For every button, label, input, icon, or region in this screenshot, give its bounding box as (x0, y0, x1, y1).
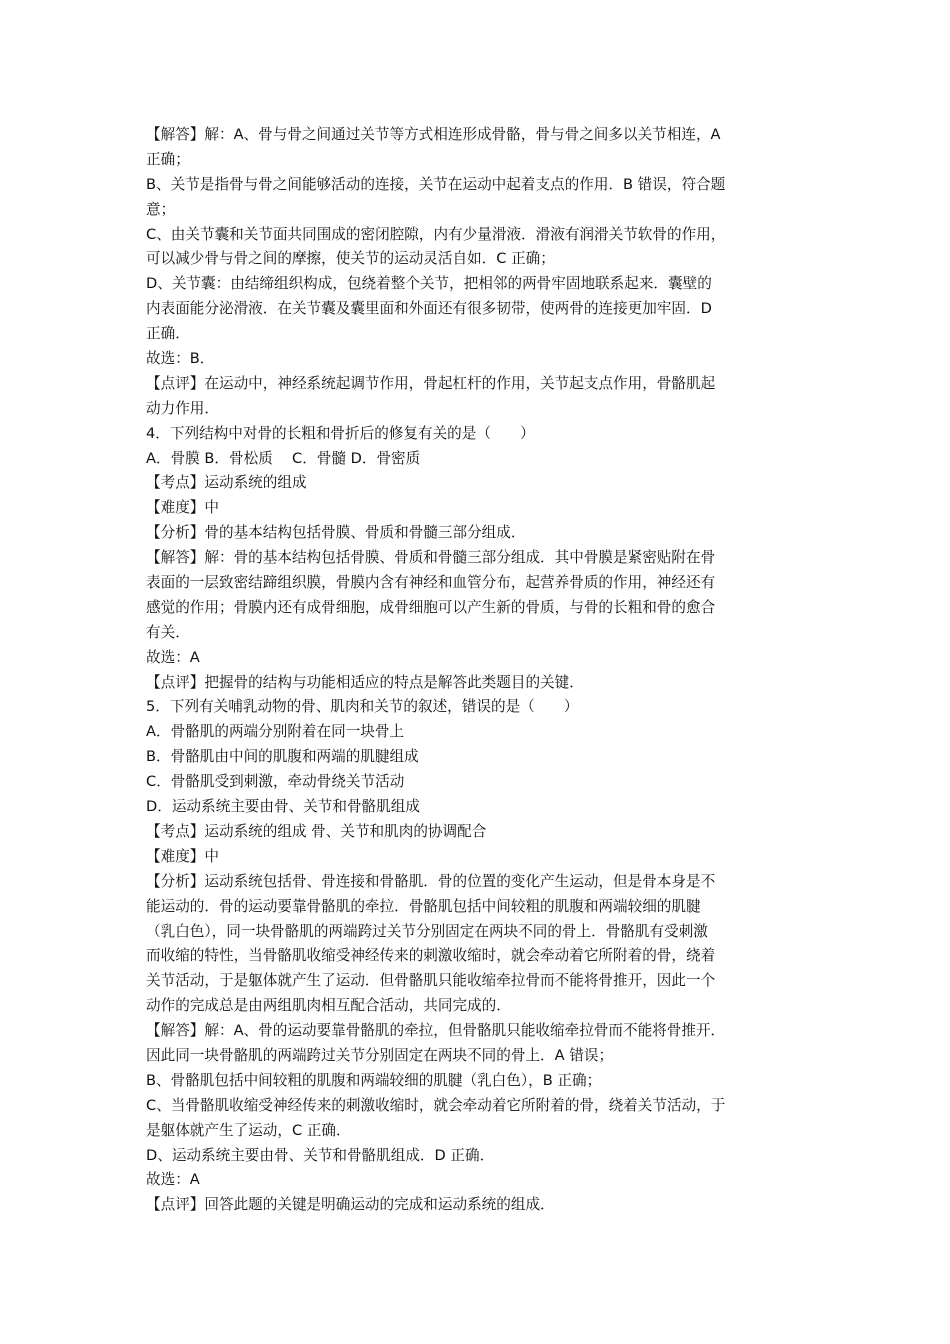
text-line: 动力作用． (146, 399, 219, 417)
text-line: 【点评】把握骨的结构与功能相适应的特点是解答此类题目的关键． (146, 673, 584, 691)
text-line: 因此同一块骨骼肌的两端跨过关节分别固定在两块不同的骨上．A 错误； (146, 1046, 614, 1064)
text-line: 【难度】中 (146, 499, 219, 517)
text-line: 表面的一层致密结蹄组织膜，骨膜内含有神经和血管分布，起营养骨质的作用，神经还有 (146, 574, 716, 592)
text-line: C、由关节囊和关节面共同围成的密闭腔隙，内有少量滑液．滑液有润滑关节软骨的作用， (146, 225, 726, 243)
text-line: 正确； (146, 150, 190, 168)
text-line: 故选：B． (146, 350, 215, 368)
text-line: D、关节囊：由结缔组织构成，包绕着整个关节，把相邻的两骨牢固地联系起来．囊壁的 (146, 275, 712, 293)
text-line: 【点评】回答此题的关键是明确运动的完成和运动系统的组成． (146, 1196, 555, 1214)
question-line: 4．下列结构中对骨的长粗和骨折后的修复有关的是（ ） (146, 424, 535, 442)
option-line: B．骨骼肌由中间的肌腹和两端的肌腱组成 (146, 748, 419, 766)
options-line: A．骨膜 B．骨松质 C．骨髓 D．骨密质 (146, 449, 421, 467)
text-line: 【解答】解：骨的基本结构包括骨膜、骨质和骨髓三部分组成．其中骨膜是紧密贴附在骨 (146, 549, 716, 567)
option-line: C．骨骼肌受到刺激，牵动骨绕关节活动 (146, 773, 405, 791)
text-line: 意； (146, 200, 176, 218)
text-line: 正确． (146, 325, 190, 343)
text-line: 能运动的．骨的运动要靠骨骼肌的牵拉．骨骼肌包括中间较粗的肌腹和两端较细的肌腱 (146, 897, 701, 915)
text-line: 内表面能分泌滑液．在关节囊及囊里面和外面还有很多韧带，使两骨的连接更加牢固．D (146, 300, 712, 318)
text-line: 故选：A (146, 648, 200, 666)
text-line: 【解答】解：A、骨与骨之间通过关节等方式相连形成骨骼，骨与骨之间多以关节相连，A (146, 126, 721, 143)
text-line: 而收缩的特性，当骨骼肌收缩受神经传来的刺激收缩时，就会牵动着它所附着的骨，绕着 (146, 947, 716, 965)
text-line: （乳白色），同一块骨骼肌的两端跨过关节分别固定在两块不同的骨上．骨骼肌有受刺激 (146, 922, 708, 940)
text-line: 动作的完成总是由两组肌肉相互配合活动，共同完成的． (146, 997, 511, 1015)
text-line: 【分析】骨的基本结构包括骨膜、骨质和骨髓三部分组成． (146, 524, 526, 542)
text-line: C、当骨骼肌收缩受神经传来的刺激收缩时，就会牵动着它所附着的骨，绕着关节活动，于 (146, 1096, 726, 1114)
text-line: 故选：A (146, 1171, 200, 1189)
text-line: 【解答】解：A、骨的运动要靠骨骼肌的牵拉，但骨骼肌只能收缩牵拉骨而不能将骨推开． (146, 1022, 726, 1040)
text-line: 有关． (146, 623, 190, 641)
document-page (146, 123, 810, 1218)
text-line: 【难度】中 (146, 847, 219, 865)
text-line: B、骨骼肌包括中间较粗的肌腹和两端较细的肌腱（乳白色），B 正确； (146, 1071, 602, 1089)
text-line: 可以减少骨与骨之间的摩擦，使关节的运动灵活自如．C 正确； (146, 250, 555, 268)
text-line: 【考点】运动系统的组成 (146, 474, 307, 492)
question-line: 5．下列有关哺乳动物的骨、肌肉和关节的叙述，错误的是（ ） (146, 698, 579, 716)
option-line: D．运动系统主要由骨、关节和骨骼肌组成 (146, 798, 420, 816)
text-line: 【点评】在运动中，神经系统起调节作用，骨起杠杆的作用，关节起支点作用，骨骼肌起 (146, 374, 716, 392)
text-line: B、关节是指骨与骨之间能够活动的连接，关节在运动中起着支点的作用．B 错误，符合题 (146, 175, 726, 193)
text-line: 是躯体就产生了运动，C 正确． (146, 1121, 351, 1139)
text-line: 【考点】运动系统的组成 骨、关节和肌肉的协调配合 (146, 822, 487, 840)
text-line: 感觉的作用；骨膜内还有成骨细胞，成骨细胞可以产生新的骨质，与骨的长粗和骨的愈合 (146, 598, 716, 616)
text-line: D、运动系统主要由骨、关节和骨骼肌组成．D 正确． (146, 1146, 495, 1164)
text-line: 【分析】运动系统包括骨、骨连接和骨骼肌．骨的位置的变化产生运动，但是骨本身是不 (146, 872, 716, 890)
option-line: A．骨骼肌的两端分别附着在同一块骨上 (146, 723, 405, 741)
text-line: 关节活动，于是躯体就产生了运动．但骨骼肌只能收缩牵拉骨而不能将骨推开，因此一个 (146, 972, 716, 990)
